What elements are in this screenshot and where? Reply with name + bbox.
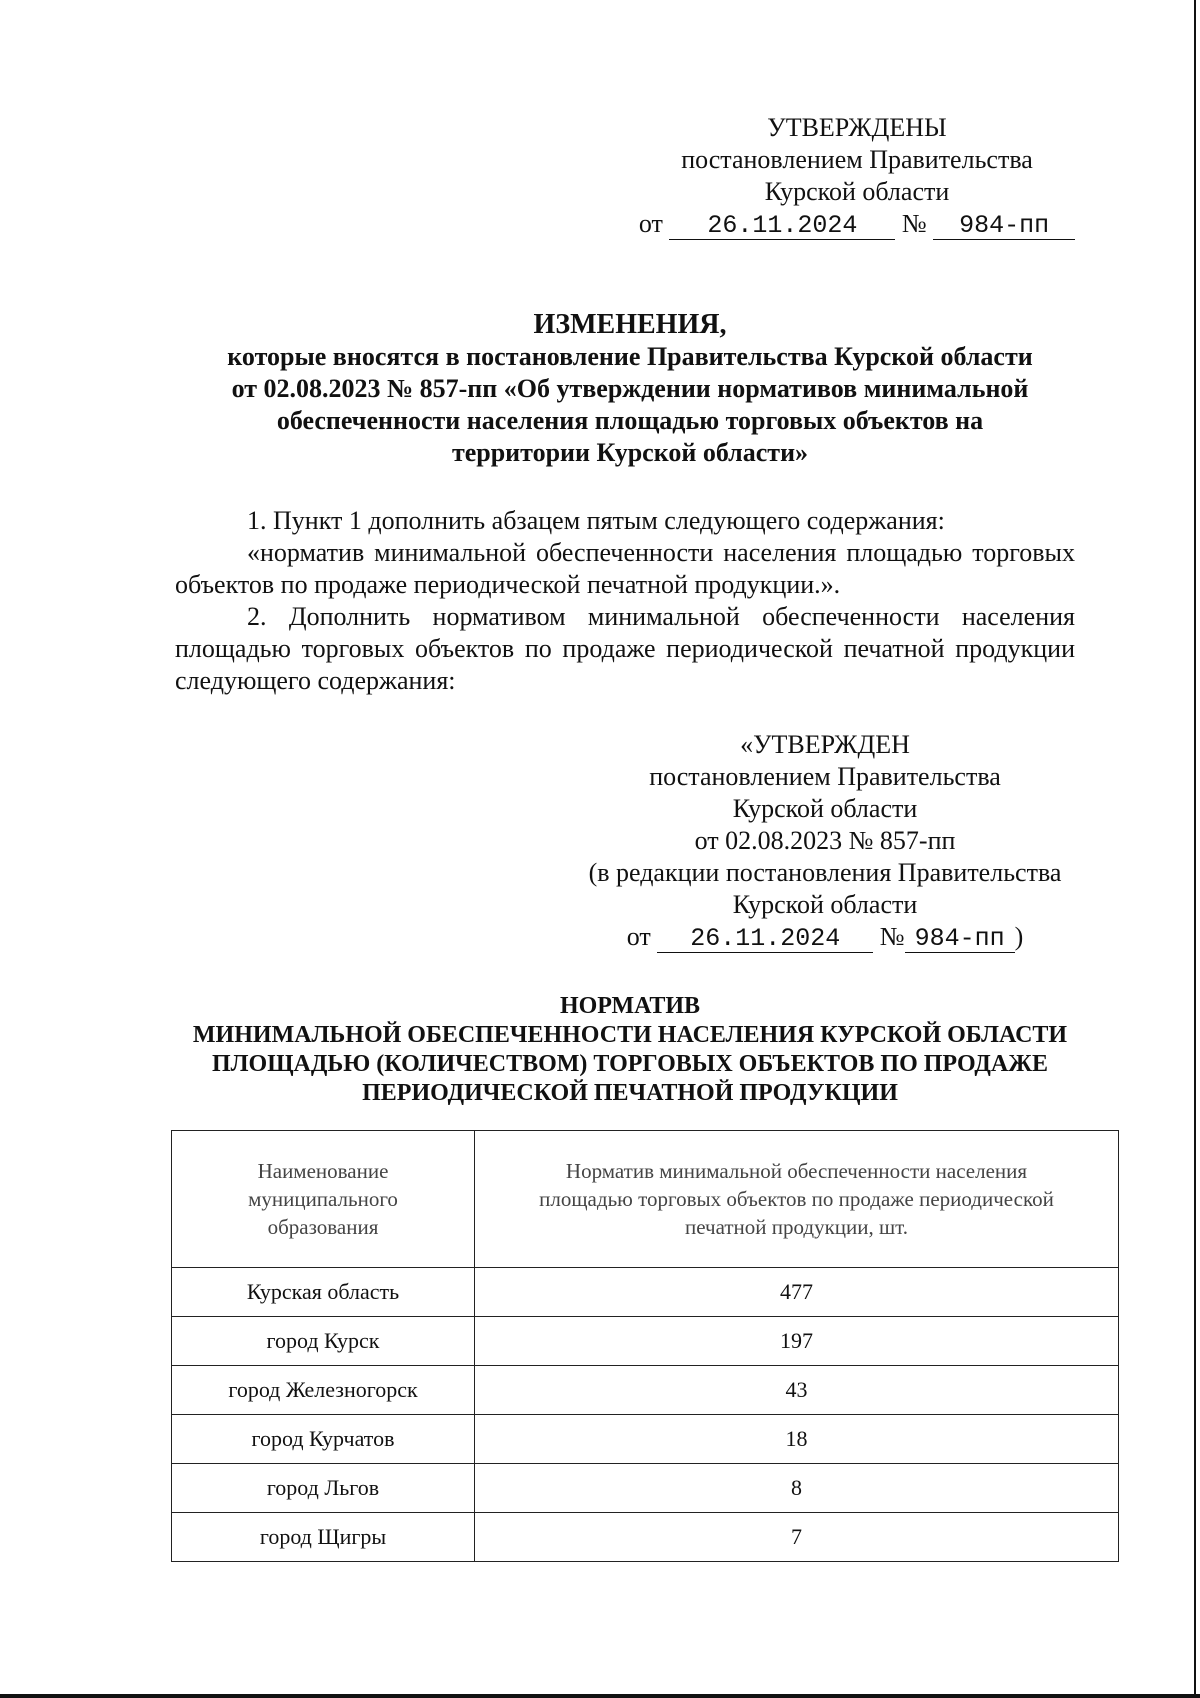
- approval-line: Курской области: [764, 177, 950, 206]
- value-cell: 7: [475, 1513, 1119, 1562]
- page-edge-right: [1194, 0, 1196, 1698]
- approval2-line: Курской области: [732, 794, 918, 823]
- approval2-date-line: [560, 921, 1090, 953]
- changes-subtitle-line: от 02.08.2023 № 857-пп «Об утверждении нормативов минимальной: [231, 374, 1029, 403]
- norm-title-line: ПЛОЩАДЬЮ (КОЛИЧЕСТВОМ) ТОРГОВЫХ ОБЪЕКТОВ ПО ПРОДАЖЕ: [211, 1051, 1048, 1077]
- changes-heading: ИЗМЕНЕНИЯ,: [533, 309, 727, 340]
- table-row: [172, 1415, 1119, 1464]
- norm-title-line: МИНИМАЛЬНОЙ ОБЕСПЕЧЕННОСТИ НАСЕЛЕНИЯ КУРСКОЙ ОБЛАСТИ: [192, 1022, 1068, 1048]
- header-line: образования: [267, 1215, 379, 1239]
- municipality-cell: город Щигры: [172, 1513, 475, 1562]
- number-label: №: [901, 209, 927, 238]
- approval2-title: «УТВЕРЖДЕН: [740, 730, 910, 759]
- municipality-cell: Курская область: [172, 1268, 475, 1317]
- table-row: [172, 1268, 1119, 1317]
- changes-title: [175, 309, 1085, 469]
- header-line: Наименование: [257, 1159, 389, 1183]
- approval-title: УТВЕРЖДЕНЫ: [767, 113, 947, 142]
- norm-title: [170, 992, 1090, 1108]
- table-row: [172, 1317, 1119, 1366]
- norm-title-line: ПЕРИОДИЧЕСКОЙ ПЕЧАТНОЙ ПРОДУКЦИИ: [362, 1080, 898, 1106]
- changes-subtitle-line: которые вносятся в постановление Правительства Курской области: [227, 342, 1033, 371]
- table-row: [172, 1513, 1119, 1562]
- value-cell: 197: [475, 1317, 1119, 1366]
- municipality-cell: город Льгов: [172, 1464, 475, 1513]
- approval-number: 984-пп: [933, 213, 1075, 240]
- approval2-line: Курской области: [732, 890, 918, 919]
- approval-line: постановлением Правительства: [681, 145, 1033, 174]
- header-line: муниципального: [248, 1187, 398, 1211]
- municipality-cell: город Курчатов: [172, 1415, 475, 1464]
- from-label: от: [638, 209, 663, 238]
- changes-subtitle-line: обеспеченности населения площадью торговых объектов на: [276, 406, 984, 435]
- header-line: печатной продукции, шт.: [684, 1215, 909, 1239]
- table-row: [172, 1464, 1119, 1513]
- approval2-close: ): [1014, 922, 1024, 951]
- approval2-number: 984-пп: [905, 926, 1015, 953]
- body-text: [175, 505, 1075, 697]
- header-line: площадью торговых объектов по продаже периодической: [539, 1187, 1054, 1211]
- norm-table: [171, 1130, 1119, 1562]
- value-cell: 18: [475, 1415, 1119, 1464]
- approval2-line: постановлением Правительства: [649, 762, 1001, 791]
- value-cell: 43: [475, 1366, 1119, 1415]
- paragraph: 2. Дополнить нормативом минимальной обеспеченности населения площадью торговых объектов по продаже периодической печатной продукции следующего содержания:: [175, 602, 1075, 695]
- value-cell: 8: [475, 1464, 1119, 1513]
- table-header-row: [172, 1131, 1119, 1268]
- approval2-line: (в редакции постановления Правительства: [588, 858, 1062, 887]
- table-header-cell: [172, 1131, 475, 1268]
- approval-date-line: [622, 208, 1092, 240]
- approval-block-2: [560, 729, 1090, 953]
- from-label: от: [626, 922, 651, 951]
- municipality-cell: город Курск: [172, 1317, 475, 1366]
- norm-title-line: НОРМАТИВ: [559, 993, 701, 1019]
- number-label: №: [879, 922, 905, 951]
- table-header-cell: [475, 1131, 1119, 1268]
- paragraph: 1. Пункт 1 дополнить абзацем пятым следующего содержания:: [247, 506, 945, 535]
- value-cell: 477: [475, 1268, 1119, 1317]
- approval-date: 26.11.2024: [669, 213, 895, 240]
- changes-subtitle-line: территории Курской области»: [451, 438, 809, 467]
- approval-block: [622, 112, 1092, 240]
- paragraph: «норматив минимальной обеспеченности населения площадью торговых объектов по продаже периодической печатной продукции.».: [175, 538, 1075, 599]
- approval2-date: 26.11.2024: [657, 926, 873, 953]
- header-line: Норматив минимальной обеспеченности населения: [565, 1159, 1028, 1183]
- approval2-line: от 02.08.2023 № 857-пп: [694, 826, 956, 855]
- page-edge-bottom: [0, 1694, 1200, 1698]
- table-row: [172, 1366, 1119, 1415]
- municipality-cell: город Железногорск: [172, 1366, 475, 1415]
